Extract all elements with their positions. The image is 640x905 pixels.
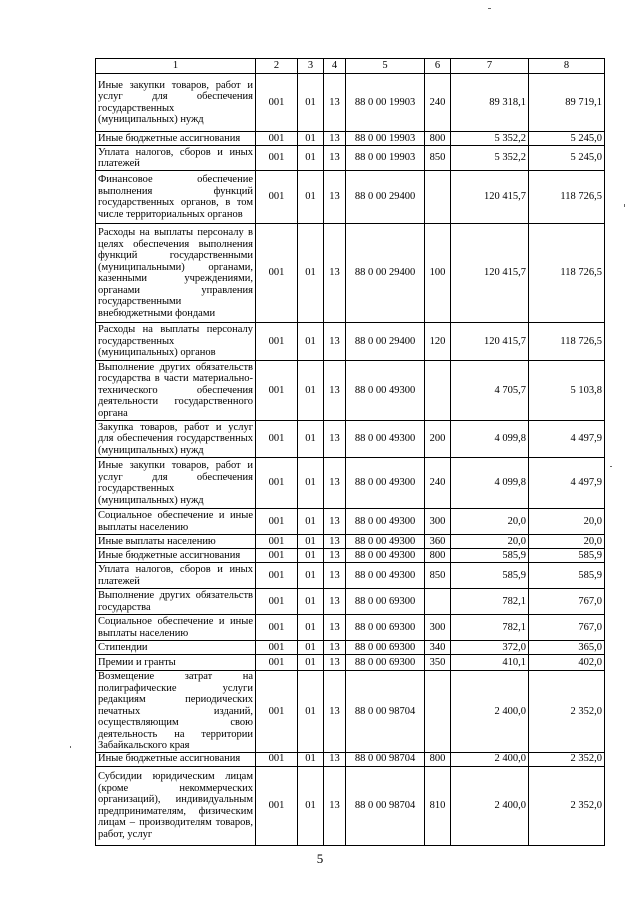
- column-header: 8: [529, 59, 605, 74]
- cell-expense-type: 240: [425, 74, 451, 132]
- cell-expense-type: 300: [425, 615, 451, 641]
- column-header: 1: [96, 59, 256, 74]
- cell-target-article: 88 0 00 19903: [346, 132, 425, 146]
- cell-code: 001: [256, 74, 298, 132]
- row-name: Социальное обеспечение и иные выплаты населению: [96, 615, 256, 641]
- cell-expense-type: 850: [425, 563, 451, 589]
- cell-amount-1: 585,9: [451, 563, 529, 589]
- row-name: Иные закупки товаров, работ и услуг для обеспечения государственных (муниципальных) нужд: [96, 74, 256, 132]
- cell-amount-1: 120 415,7: [451, 224, 529, 323]
- cell-section: 01: [298, 458, 324, 509]
- cell-amount-1: 4 099,8: [451, 458, 529, 509]
- cell-amount-2: 118 726,5: [529, 171, 605, 224]
- cell-section: 01: [298, 132, 324, 146]
- scan-speck: [610, 466, 612, 467]
- cell-subsection: 13: [324, 641, 346, 655]
- table-row: [96, 766, 605, 845]
- cell-code: 001: [256, 563, 298, 589]
- cell-target-article: 88 0 00 69300: [346, 641, 425, 655]
- cell-amount-1: 89 318,1: [451, 74, 529, 132]
- table-row: [96, 509, 605, 535]
- table-row: [96, 655, 605, 671]
- cell-expense-type: 240: [425, 458, 451, 509]
- table-row: [96, 146, 605, 171]
- page-number: 5: [316, 851, 324, 866]
- cell-code: 001: [256, 421, 298, 458]
- row-name: Финансовое обеспечение выполнения функций государственных органов, в том числе территориальных органов: [96, 171, 256, 224]
- table-row: [96, 458, 605, 509]
- cell-expense-type: 200: [425, 421, 451, 458]
- cell-expense-type: 350: [425, 655, 451, 671]
- table-row: [96, 74, 605, 132]
- table-row: [96, 132, 605, 146]
- table-row: [96, 563, 605, 589]
- cell-code: 001: [256, 535, 298, 549]
- cell-amount-2: 767,0: [529, 615, 605, 641]
- row-name: Иные бюджетные ассигнования: [96, 752, 256, 766]
- cell-code: 001: [256, 132, 298, 146]
- cell-section: 01: [298, 766, 324, 845]
- table-row: [96, 752, 605, 766]
- cell-code: 001: [256, 615, 298, 641]
- table-row: [96, 224, 605, 323]
- cell-code: 001: [256, 752, 298, 766]
- row-name: Возмещение затрат на полиграфические услуги редакциям периодических печатных изданий, осуществляющим свою деятельность на территории Забайкальского края: [96, 671, 256, 753]
- row-name: Субсидии юридическим лицам (кроме некоммерческих организаций), индивидуальным предпринимателям, физическим лицам – производителям товаров, работ, услуг: [96, 766, 256, 845]
- cell-amount-2: 5 103,8: [529, 361, 605, 421]
- cell-section: 01: [298, 421, 324, 458]
- cell-subsection: 13: [324, 74, 346, 132]
- table-row: [96, 171, 605, 224]
- cell-amount-2: 2 352,0: [529, 752, 605, 766]
- table-row: [96, 671, 605, 753]
- cell-section: 01: [298, 171, 324, 224]
- cell-code: 001: [256, 361, 298, 421]
- cell-amount-2: 4 497,9: [529, 458, 605, 509]
- cell-subsection: 13: [324, 458, 346, 509]
- cell-target-article: 88 0 00 98704: [346, 766, 425, 845]
- cell-amount-2: 365,0: [529, 641, 605, 655]
- cell-section: 01: [298, 615, 324, 641]
- cell-amount-1: 4 099,8: [451, 421, 529, 458]
- cell-amount-1: 20,0: [451, 509, 529, 535]
- cell-expense-type: 800: [425, 549, 451, 563]
- cell-amount-1: 2 400,0: [451, 752, 529, 766]
- cell-subsection: 13: [324, 563, 346, 589]
- row-name: Социальное обеспечение и иные выплаты населению: [96, 509, 256, 535]
- cell-subsection: 13: [324, 766, 346, 845]
- scan-speck: [70, 746, 71, 748]
- table-row: [96, 535, 605, 549]
- cell-section: 01: [298, 74, 324, 132]
- cell-section: 01: [298, 671, 324, 753]
- cell-amount-2: 767,0: [529, 589, 605, 615]
- cell-expense-type: 340: [425, 641, 451, 655]
- cell-subsection: 13: [324, 655, 346, 671]
- cell-amount-2: 5 245,0: [529, 146, 605, 171]
- cell-section: 01: [298, 549, 324, 563]
- row-name: Иные бюджетные ассигнования: [96, 132, 256, 146]
- cell-amount-2: 5 245,0: [529, 132, 605, 146]
- cell-amount-2: 20,0: [529, 509, 605, 535]
- table-row: [96, 589, 605, 615]
- table-row: [96, 323, 605, 361]
- cell-code: 001: [256, 171, 298, 224]
- cell-amount-1: 120 415,7: [451, 171, 529, 224]
- budget-table: [95, 58, 605, 846]
- cell-amount-2: 4 497,9: [529, 421, 605, 458]
- cell-section: 01: [298, 589, 324, 615]
- table-row: [96, 421, 605, 458]
- cell-target-article: 88 0 00 69300: [346, 655, 425, 671]
- cell-section: 01: [298, 752, 324, 766]
- cell-expense-type: 810: [425, 766, 451, 845]
- cell-subsection: 13: [324, 361, 346, 421]
- cell-amount-2: 2 352,0: [529, 671, 605, 753]
- cell-code: 001: [256, 671, 298, 753]
- cell-target-article: 88 0 00 49300: [346, 563, 425, 589]
- cell-subsection: 13: [324, 421, 346, 458]
- cell-target-article: 88 0 00 49300: [346, 421, 425, 458]
- cell-code: 001: [256, 641, 298, 655]
- cell-subsection: 13: [324, 615, 346, 641]
- cell-amount-1: 5 352,2: [451, 132, 529, 146]
- cell-amount-2: 402,0: [529, 655, 605, 671]
- row-name: Иные выплаты населению: [96, 535, 256, 549]
- cell-code: 001: [256, 766, 298, 845]
- cell-code: 001: [256, 458, 298, 509]
- cell-target-article: 88 0 00 19903: [346, 146, 425, 171]
- cell-amount-2: 585,9: [529, 563, 605, 589]
- scan-speck: [488, 8, 491, 9]
- table-row: [96, 641, 605, 655]
- cell-code: 001: [256, 146, 298, 171]
- cell-expense-type: 300: [425, 509, 451, 535]
- cell-expense-type: 800: [425, 132, 451, 146]
- cell-subsection: 13: [324, 224, 346, 323]
- cell-amount-2: 2 352,0: [529, 766, 605, 845]
- row-name: Расходы на выплаты персоналу в целях обеспечения выполнения функций государственными (муниципальными) органами, казенными учреждениями, органами управления государственными внебюджетными фондами: [96, 224, 256, 323]
- column-header: 4: [324, 59, 346, 74]
- column-header: 6: [425, 59, 451, 74]
- table-row: [96, 361, 605, 421]
- cell-section: 01: [298, 655, 324, 671]
- cell-code: 001: [256, 509, 298, 535]
- cell-amount-1: 4 705,7: [451, 361, 529, 421]
- cell-target-article: 88 0 00 49300: [346, 509, 425, 535]
- cell-target-article: 88 0 00 29400: [346, 224, 425, 323]
- cell-subsection: 13: [324, 171, 346, 224]
- row-name: Расходы на выплаты персоналу государственных (муниципальных) органов: [96, 323, 256, 361]
- cell-expense-type: 360: [425, 535, 451, 549]
- cell-amount-1: 2 400,0: [451, 766, 529, 845]
- cell-target-article: 88 0 00 98704: [346, 671, 425, 753]
- row-name: Выполнение других обязательств государства в части материально-технического обеспечения деятельности государственного органа: [96, 361, 256, 421]
- cell-amount-1: 5 352,2: [451, 146, 529, 171]
- cell-code: 001: [256, 224, 298, 323]
- cell-amount-1: 372,0: [451, 641, 529, 655]
- cell-section: 01: [298, 361, 324, 421]
- row-name: Иные закупки товаров, работ и услуг для обеспечения государственных (муниципальных) нужд: [96, 458, 256, 509]
- cell-expense-type: 100: [425, 224, 451, 323]
- cell-target-article: 88 0 00 49300: [346, 549, 425, 563]
- cell-amount-2: 118 726,5: [529, 323, 605, 361]
- cell-subsection: 13: [324, 509, 346, 535]
- cell-target-article: 88 0 00 69300: [346, 615, 425, 641]
- cell-section: 01: [298, 224, 324, 323]
- cell-subsection: 13: [324, 752, 346, 766]
- cell-subsection: 13: [324, 535, 346, 549]
- cell-section: 01: [298, 323, 324, 361]
- cell-target-article: 88 0 00 49300: [346, 458, 425, 509]
- cell-expense-type: 120: [425, 323, 451, 361]
- cell-section: 01: [298, 563, 324, 589]
- cell-amount-2: 118 726,5: [529, 224, 605, 323]
- cell-code: 001: [256, 549, 298, 563]
- cell-amount-1: 2 400,0: [451, 671, 529, 753]
- column-header: 5: [346, 59, 425, 74]
- cell-target-article: 88 0 00 29400: [346, 171, 425, 224]
- column-header: 3: [298, 59, 324, 74]
- scan-speck: [624, 204, 625, 207]
- cell-target-article: 88 0 00 19903: [346, 74, 425, 132]
- cell-target-article: 88 0 00 49300: [346, 535, 425, 549]
- row-name: Уплата налогов, сборов и иных платежей: [96, 146, 256, 171]
- cell-subsection: 13: [324, 589, 346, 615]
- cell-expense-type: [425, 361, 451, 421]
- cell-expense-type: 800: [425, 752, 451, 766]
- cell-amount-2: 89 719,1: [529, 74, 605, 132]
- cell-expense-type: [425, 589, 451, 615]
- cell-amount-2: 585,9: [529, 549, 605, 563]
- cell-code: 001: [256, 589, 298, 615]
- cell-amount-1: 410,1: [451, 655, 529, 671]
- cell-subsection: 13: [324, 323, 346, 361]
- cell-section: 01: [298, 146, 324, 171]
- cell-section: 01: [298, 641, 324, 655]
- cell-amount-2: 20,0: [529, 535, 605, 549]
- cell-target-article: 88 0 00 29400: [346, 323, 425, 361]
- row-name: Уплата налогов, сборов и иных платежей: [96, 563, 256, 589]
- cell-expense-type: 850: [425, 146, 451, 171]
- cell-subsection: 13: [324, 146, 346, 171]
- cell-target-article: 88 0 00 69300: [346, 589, 425, 615]
- cell-code: 001: [256, 655, 298, 671]
- cell-amount-1: 20,0: [451, 535, 529, 549]
- cell-amount-1: 782,1: [451, 615, 529, 641]
- cell-expense-type: [425, 671, 451, 753]
- row-name: Закупка товаров, работ и услуг для обеспечения государственных (муниципальных) нужд: [96, 421, 256, 458]
- cell-code: 001: [256, 323, 298, 361]
- row-name: Иные бюджетные ассигнования: [96, 549, 256, 563]
- table-header-row: [96, 59, 605, 74]
- cell-amount-1: 782,1: [451, 589, 529, 615]
- cell-amount-1: 120 415,7: [451, 323, 529, 361]
- table-row: [96, 615, 605, 641]
- cell-target-article: 88 0 00 98704: [346, 752, 425, 766]
- column-header: 7: [451, 59, 529, 74]
- cell-amount-1: 585,9: [451, 549, 529, 563]
- cell-target-article: 88 0 00 49300: [346, 361, 425, 421]
- cell-section: 01: [298, 535, 324, 549]
- column-header: 2: [256, 59, 298, 74]
- row-name: Выполнение других обязательств государства: [96, 589, 256, 615]
- cell-subsection: 13: [324, 132, 346, 146]
- cell-section: 01: [298, 509, 324, 535]
- table-row: [96, 549, 605, 563]
- row-name: Стипендии: [96, 641, 256, 655]
- cell-expense-type: [425, 171, 451, 224]
- cell-subsection: 13: [324, 671, 346, 753]
- row-name: Премии и гранты: [96, 655, 256, 671]
- cell-subsection: 13: [324, 549, 346, 563]
